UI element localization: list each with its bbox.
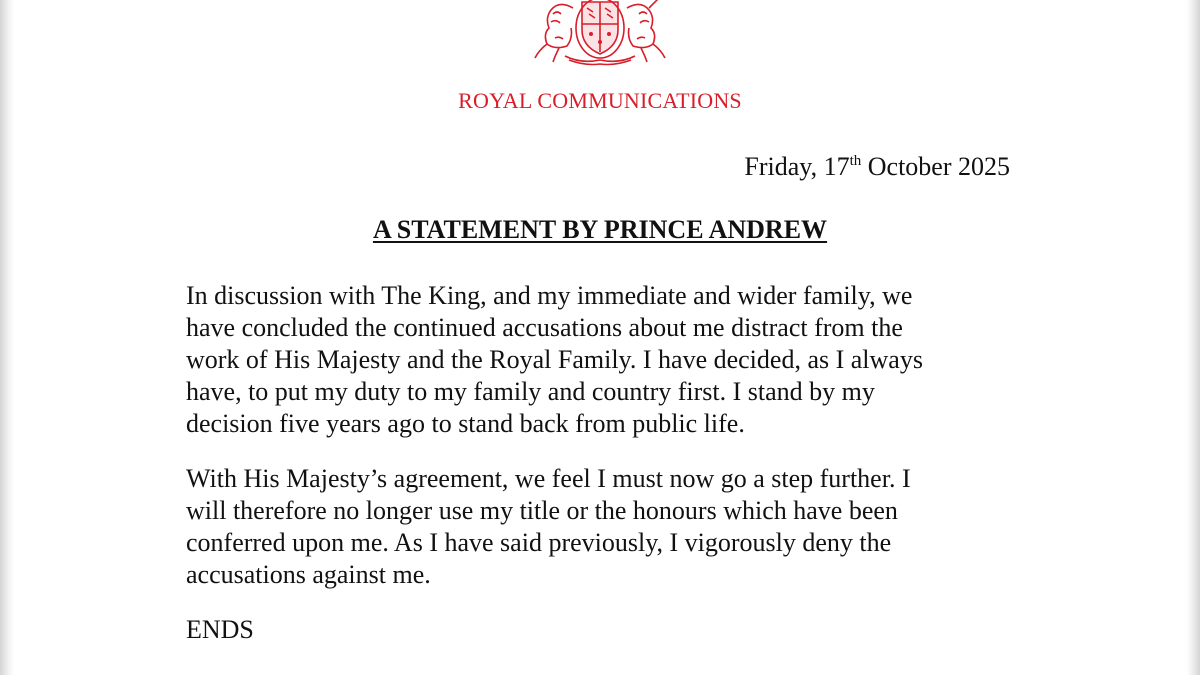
date-month-year: October 2025 — [867, 152, 1010, 181]
statement-body — [186, 280, 1006, 669]
royal-crest-icon — [525, 0, 675, 66]
statement-paragraph-1: In discussion with The King, and my immediate and wider family, we have concluded the continued accusations about me distract from the work of His Majesty and the Royal Family. I have decided, as I always have, to put my duty to my family and country first. I stand by my decision five years ago to stand back from public life. — [186, 281, 923, 438]
statement-paragraph-2: With His Majesty’s agreement, we feel I must now go a step further. I will therefore no longer use my title or the honours which have been conferred upon me. As I have said previously, I vigorously deny the accusations against me. — [186, 464, 911, 589]
statement-title: A STATEMENT BY PRINCE ANDREW — [372, 215, 828, 244]
statement-date — [744, 152, 1010, 182]
date-day-suffix: th — [849, 153, 862, 169]
date-weekday: Friday, — [744, 152, 818, 181]
date-day: 17 — [823, 152, 850, 181]
letterhead-org-name: ROYAL COMMUNICATIONS — [458, 88, 742, 113]
statement-ends: ENDS — [186, 615, 254, 644]
